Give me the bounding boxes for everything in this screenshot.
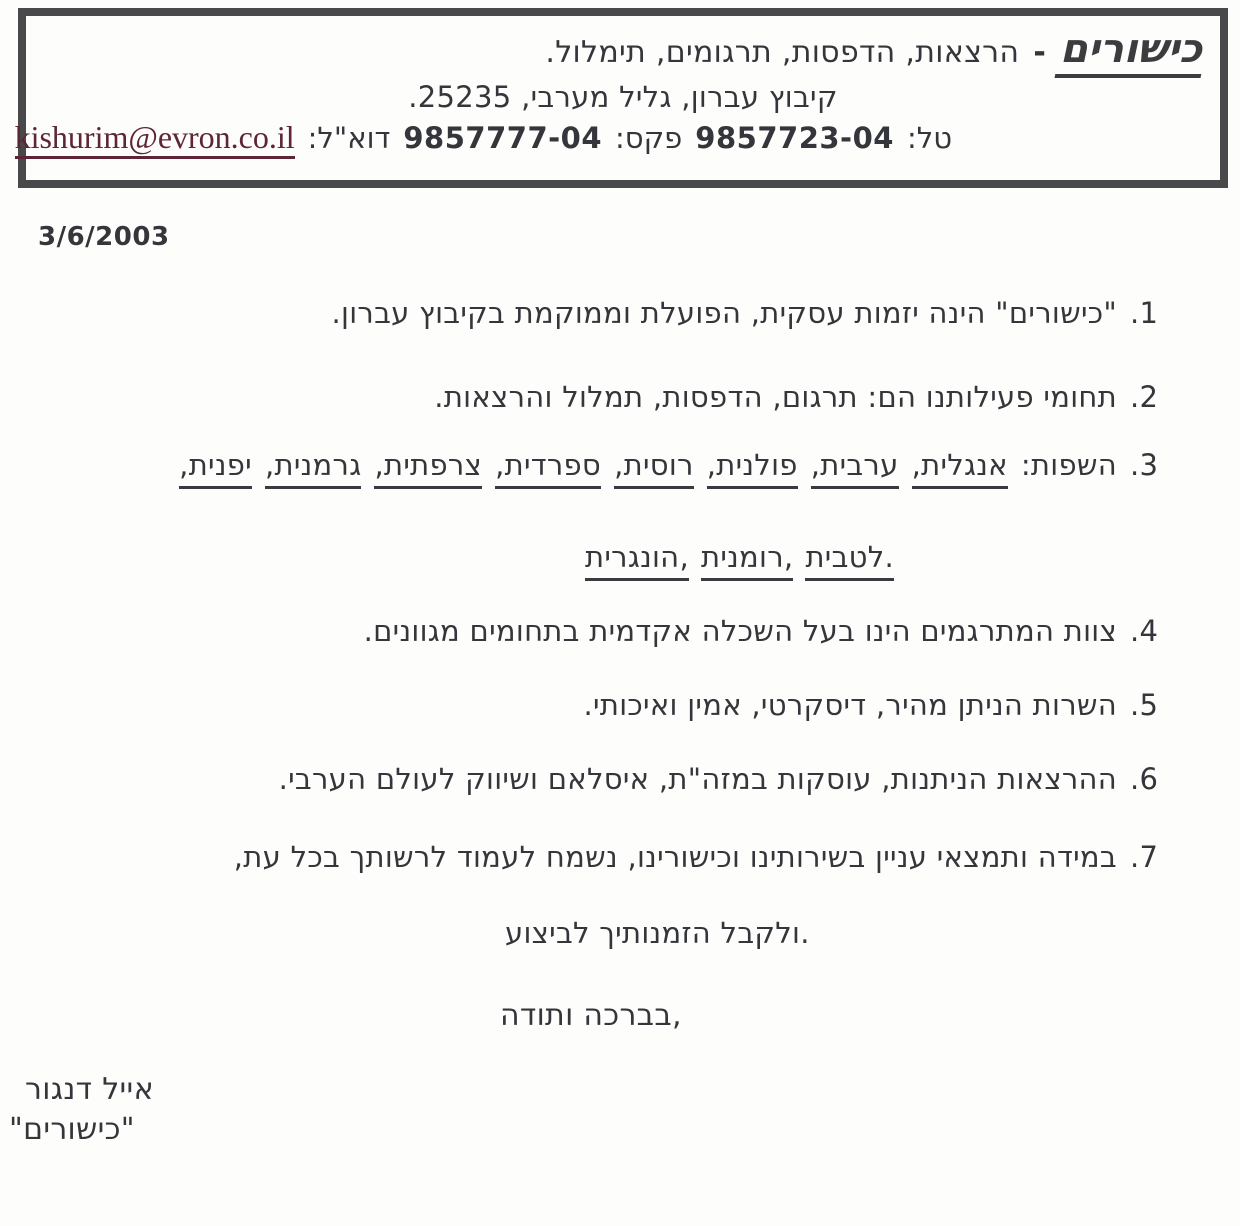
- language-french: צרפתית,: [374, 448, 482, 489]
- list-item-6: [279, 762, 1160, 796]
- letterhead-title-line: [545, 25, 1210, 78]
- fax-number: 9857777-04: [403, 121, 603, 155]
- item-7-number: 7.: [1130, 840, 1159, 874]
- list-item-2: [434, 380, 1160, 414]
- item-5-number: 5.: [1130, 688, 1159, 722]
- title-dash: -: [1033, 35, 1046, 70]
- signature-name: אייל דנגור: [25, 1072, 154, 1107]
- closing-blessing: בברכה ותודה,: [500, 998, 682, 1033]
- tel-number: 9857723-04: [695, 121, 894, 155]
- item-2-number: 2.: [1130, 380, 1159, 414]
- item-3-label: השפות:: [1020, 448, 1117, 482]
- list-item-7-line1: [234, 840, 1160, 874]
- brand-logo: כישורים: [1054, 26, 1211, 78]
- language-polish: פולנית,: [707, 448, 798, 489]
- list-item-3-line1: [179, 448, 1160, 489]
- signature-company: "כישורים": [9, 1112, 135, 1147]
- item-1-number: 1.: [1130, 296, 1159, 330]
- item-3-number: 3.: [1130, 448, 1159, 482]
- list-item-1: [332, 296, 1160, 330]
- list-item-3-line2: [585, 540, 894, 581]
- item-2-text: תחומי פעילותנו הם: תרגום, הדפסות, תמלול והרצאות.: [434, 380, 1117, 414]
- item-7-text2: ולקבל הזמנותיך לביצוע.: [505, 916, 810, 950]
- language-english: אנגלית,: [912, 448, 1008, 489]
- email-link[interactable]: kishurim@evron.co.il: [15, 120, 295, 159]
- letterhead-box: [14, 8, 1228, 188]
- email-label: דוא"ל:: [307, 121, 391, 155]
- item-4-text: צוות המתרגמים הינו בעל השכלה אקדמית בתחומים מגוונים.: [363, 614, 1117, 648]
- language-arabic: ערבית,: [811, 448, 899, 489]
- language-russian: רוסית,: [614, 448, 694, 489]
- item-5-text: השרות הניתן מהיר, דיסקרטי, אמין ואיכותי.: [583, 688, 1117, 722]
- language-german: גרמנית,: [265, 448, 362, 489]
- list-item-5: [584, 688, 1160, 722]
- list-item-4: [364, 614, 1160, 648]
- letter-date: 3/6/2003: [38, 222, 170, 252]
- language-japanese: יפנית,: [179, 448, 252, 489]
- language-latvian: לטבית.: [805, 540, 894, 581]
- contact-line: [14, 119, 1220, 159]
- fax-label: פקס:: [615, 121, 683, 155]
- address-line: קיבוץ עברון, גליל מערבי, 25235.: [408, 80, 838, 114]
- language-romanian: רומנית,: [701, 540, 793, 581]
- language-hungarian: הונגרית,: [585, 540, 689, 581]
- item-1-text: "כישורים" הינה יזמות עסקית, הפועלת וממוקמת בקיבוץ עברון.: [331, 296, 1117, 330]
- tel-label: טל:: [906, 121, 952, 155]
- item-4-number: 4.: [1130, 614, 1159, 648]
- language-spanish: ספרדית,: [495, 448, 601, 489]
- item-7-text: במידה ותמצאי עניין בשירותינו וכישורינו, נשמח לעמוד לרשותך בכל עת,: [233, 840, 1117, 874]
- list-item-7-line2: [505, 916, 810, 950]
- item-6-text: ההרצאות הניתנות, עוסקות במזה"ת, איסלאם ושיווק לעולם הערבי.: [278, 762, 1117, 796]
- item-6-number: 6.: [1130, 762, 1159, 796]
- services-text: הרצאות, הדפסות, תרגומים, תימלול.: [545, 35, 1020, 70]
